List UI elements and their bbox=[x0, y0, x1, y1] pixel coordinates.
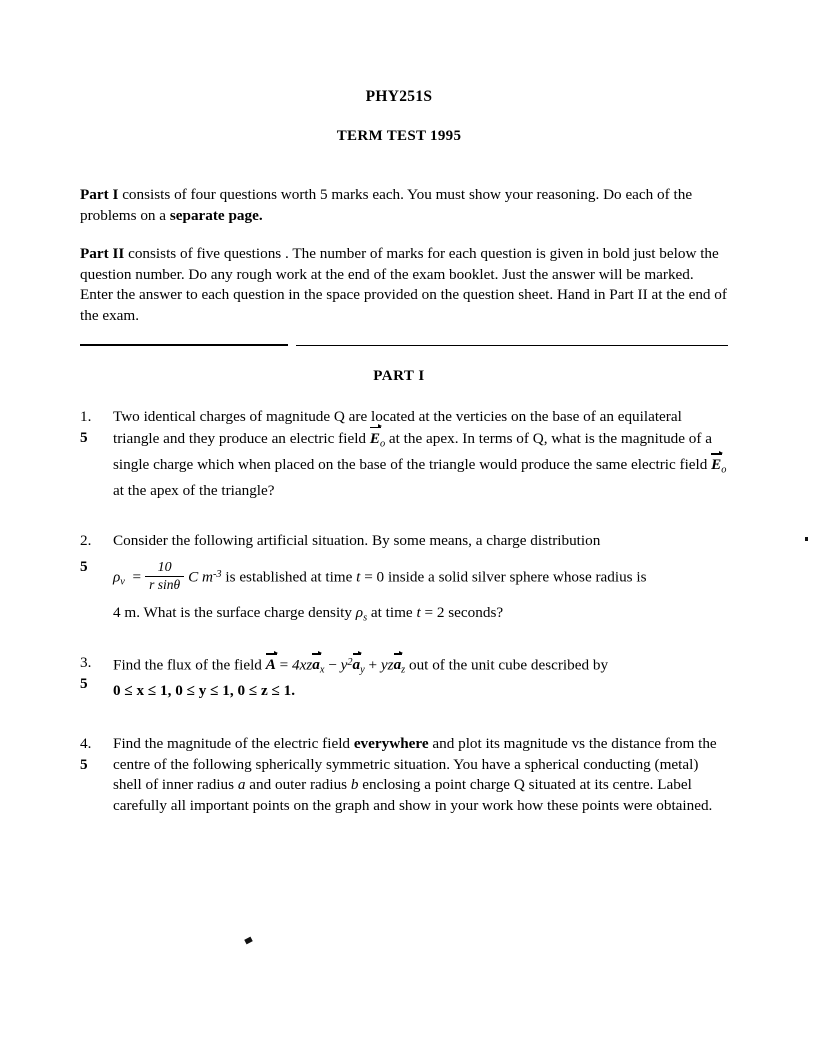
q1-text-b: at the apex. In terms of Q, what is the magnitude of a single charge which when placed on the base of the triangle would produce the same electric field bbox=[113, 429, 712, 474]
charge-density-fraction bbox=[145, 560, 184, 593]
q1-field-subscript: o bbox=[379, 437, 386, 449]
q2-line-3 bbox=[113, 603, 730, 629]
q2-line3-c: = 2 seconds? bbox=[420, 604, 504, 622]
unit-vector-z: a bbox=[394, 654, 402, 676]
question-1-body bbox=[113, 407, 730, 502]
q2-units-exponent: -3 bbox=[212, 568, 222, 580]
q3-domain: 0 ≤ x ≤ 1, 0 ≤ y ≤ 1, 0 ≤ z ≤ 1. bbox=[113, 682, 296, 700]
question-3-number: 3. bbox=[80, 654, 92, 671]
scan-artifact-speck-bottom bbox=[244, 937, 253, 945]
q3-operator-2: + bbox=[364, 656, 381, 674]
part-ii-label: Part II bbox=[80, 245, 125, 263]
q4-emphasis-everywhere: everywhere bbox=[353, 735, 429, 752]
q4-text-d: enclosing a point charge Q situated at its centre. Label carefully all important points on the graph and show in your work how these points were obtained. bbox=[113, 776, 713, 814]
q2-text-after-time: inside a solid silver sphere whose radius is bbox=[384, 567, 647, 585]
q3-text-b: out of the unit cube described by bbox=[405, 656, 609, 674]
question-4-marks: 5 bbox=[80, 755, 88, 773]
q2-line-2 bbox=[113, 560, 730, 598]
electric-field-vector: E bbox=[370, 428, 380, 450]
question-4-number: 4. bbox=[80, 735, 92, 752]
q3-line-1 bbox=[113, 653, 730, 681]
divider-rule-right bbox=[296, 345, 728, 346]
time-variable-2: t bbox=[416, 604, 421, 622]
surface-charge-density-subscript: s bbox=[363, 612, 368, 624]
unit-vector-x: a bbox=[312, 654, 320, 676]
q4-text-c: and outer radius bbox=[245, 776, 351, 793]
part-i-text: consists of four questions worth 5 marks each. You must show your reasoning. Do each of the problems on a bbox=[80, 186, 693, 224]
part-i-heading: PART I bbox=[373, 368, 425, 384]
question-4 bbox=[80, 734, 730, 816]
page-title: PHY251S bbox=[365, 88, 433, 105]
unit-vector-z-subscript: z bbox=[401, 664, 406, 676]
fraction-denominator: r sinθ bbox=[145, 576, 184, 593]
q2-time-equals: = 0 bbox=[360, 567, 385, 585]
part-ii-text: consists of five questions . The number of marks for each question is given in bold just below the question number. Do any rough work at the end of the exam booklet. Just the answer will be marked. Enter the answer to each question in the space provided on the question sheet. Hand in Part II at the end of the exam. bbox=[80, 245, 727, 324]
q3-text-a: Find the flux of the field bbox=[113, 656, 266, 674]
unit-vector-x-subscript: x bbox=[319, 664, 325, 676]
question-2-marks: 5 bbox=[80, 558, 88, 575]
instructions-part-i bbox=[80, 185, 728, 226]
electric-field-vector-2: E bbox=[711, 454, 721, 476]
q3-term3-coefficient: yz bbox=[380, 656, 394, 674]
q2-line3-a: 4 m. What is the surface charge density bbox=[113, 604, 356, 622]
outer-radius-variable: b bbox=[350, 776, 359, 793]
q3-equals: = bbox=[275, 656, 293, 674]
q2-line-1: Consider the following artificial situation. By some means, a charge distribution bbox=[113, 532, 601, 549]
fraction-numerator: 10 bbox=[157, 560, 172, 575]
unit-vector-y: a bbox=[353, 654, 361, 676]
part-i-label: Part I bbox=[80, 186, 119, 204]
q4-text-b: and plot its magnitude vs the distance from the centre of the following spherically symmetric situation. You have a spherical conducting (metal) shell of inner radius bbox=[113, 735, 717, 793]
q2-line3-b: at time bbox=[367, 604, 417, 622]
q1-text-a: Two identical charges of magnitude Q are located at the verticies on the base of an equilateral triangle and they produce an electric field bbox=[113, 408, 682, 447]
question-2-number: 2. bbox=[80, 532, 92, 549]
q4-text-a: Find the magnitude of the electric field bbox=[113, 735, 354, 752]
unit-vector-y-subscript: y bbox=[360, 664, 365, 676]
question-4-body bbox=[113, 734, 730, 816]
q1-text-c: at the apex of the triangle? bbox=[113, 482, 275, 500]
q3-operator-1: − bbox=[324, 656, 341, 674]
q2-text-after-units: is established at time bbox=[221, 567, 357, 585]
instructions-part-ii bbox=[80, 244, 728, 326]
q1-field-subscript-2: o bbox=[721, 464, 727, 476]
exam-subtitle: TERM TEST 1995 bbox=[336, 128, 462, 144]
charge-density-symbol: ρ bbox=[113, 567, 121, 585]
q3-term2-exponent: 2 bbox=[347, 657, 353, 668]
scan-artifact-speck-right bbox=[805, 537, 808, 541]
q3-term1-coefficient: 4xz bbox=[292, 656, 313, 674]
divider-rule-left bbox=[80, 344, 288, 346]
charge-density-subscript: v bbox=[120, 576, 125, 588]
question-1 bbox=[80, 407, 730, 502]
question-3 bbox=[80, 653, 730, 702]
time-variable: t bbox=[356, 567, 361, 585]
field-vector-a: A bbox=[266, 654, 276, 676]
part-i-bold-tail: separate page. bbox=[169, 206, 263, 224]
surface-charge-density-symbol: ρ bbox=[355, 604, 364, 622]
question-2 bbox=[80, 531, 730, 629]
q2-units: C m bbox=[188, 567, 213, 585]
question-1-marks: 5 bbox=[80, 428, 88, 446]
question-3-marks: 5 bbox=[80, 674, 88, 692]
q2-equals: = bbox=[132, 567, 142, 585]
inner-radius-variable: a bbox=[237, 776, 246, 793]
question-2-body bbox=[113, 531, 730, 629]
question-1-number: 1. bbox=[80, 408, 92, 425]
q3-term2-coefficient: y bbox=[340, 656, 348, 674]
question-3-body bbox=[113, 653, 730, 702]
